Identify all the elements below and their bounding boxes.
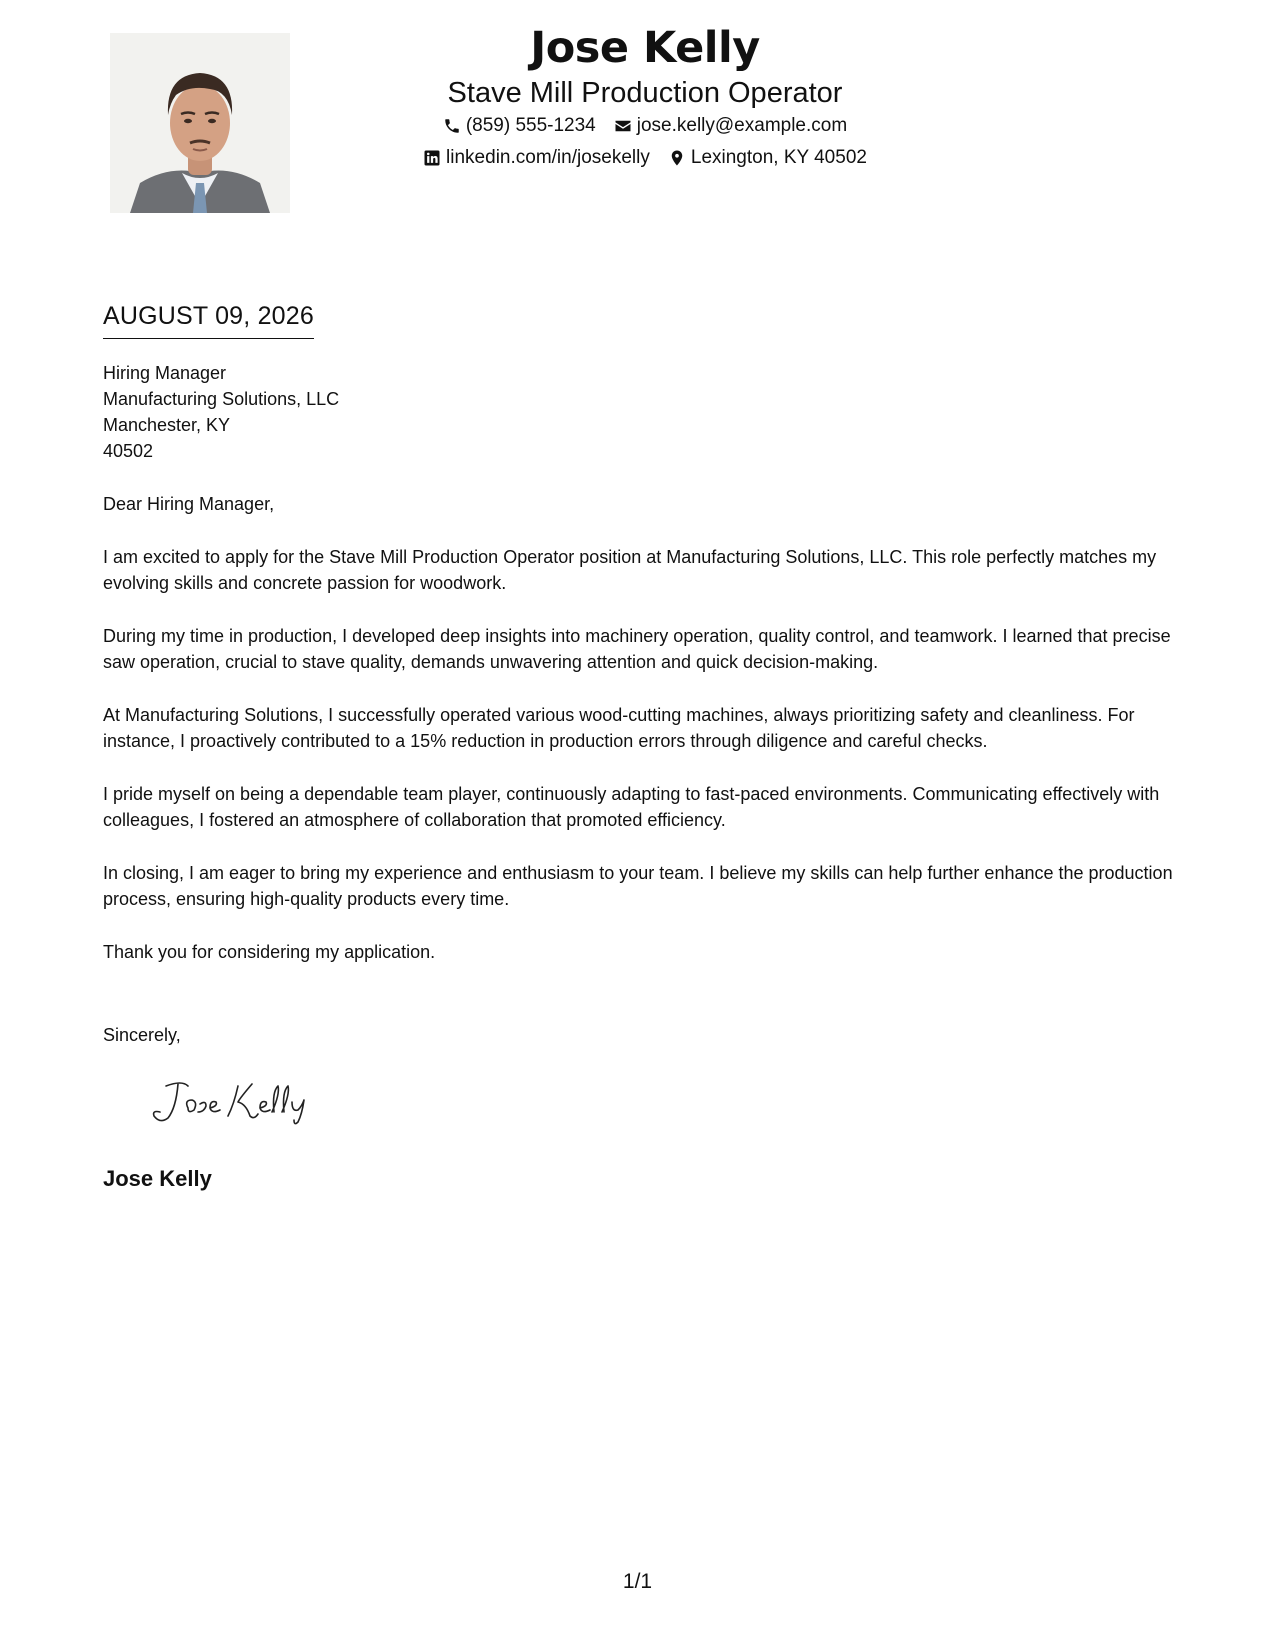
signature-image bbox=[148, 1078, 328, 1128]
paragraph: I am excited to apply for the Stave Mill Production Operator position at Manufacturing Solutions, LLC. This role perfectly matches my evolving skills and concrete passion for woodwork. bbox=[103, 547, 1157, 593]
page-number: 1/1 bbox=[622, 1570, 653, 1593]
contact-row bbox=[300, 142, 990, 174]
linkedin-text: linkedin.com/in/josekelly bbox=[446, 147, 650, 168]
envelope-icon bbox=[614, 117, 632, 135]
recipient-block bbox=[103, 360, 1183, 464]
letter-body bbox=[103, 360, 1183, 992]
linkedin-contact[interactable] bbox=[423, 142, 650, 174]
location-contact bbox=[668, 142, 867, 174]
recipient-line: 40502 bbox=[103, 441, 154, 461]
paragraph: I pride myself on being a dependable team player, continuously adapting to fast-paced environments. Communicating effectively with colleagues, I fostered an atmosphere of collaboration that promoted efficiency. bbox=[103, 784, 1160, 830]
signed-name: Jose Kelly bbox=[103, 1166, 212, 1191]
phone-text: (859) 555-1234 bbox=[465, 115, 596, 136]
recipient-line: Manufacturing Solutions, LLC bbox=[103, 389, 340, 409]
salutation: Dear Hiring Manager, bbox=[103, 494, 275, 514]
closing: Sincerely, bbox=[103, 1025, 181, 1045]
header bbox=[300, 20, 990, 174]
letter-date: AUGUST 09, 2026 bbox=[103, 298, 314, 339]
recipient-line: Hiring Manager bbox=[103, 363, 227, 383]
phone-icon bbox=[443, 117, 461, 135]
recipient-line: Manchester, KY bbox=[103, 415, 231, 435]
email-contact[interactable] bbox=[614, 110, 847, 142]
paragraph: Thank you for considering my application. bbox=[103, 942, 436, 962]
paragraph: In closing, I am eager to bring my experience and enthusiasm to your team. I believe my skills can help further enhance the production process, ensuring high-quality products every time. bbox=[103, 863, 1173, 909]
location-text: Lexington, KY 40502 bbox=[690, 147, 867, 168]
linkedin-icon bbox=[423, 149, 441, 167]
applicant-name: Jose Kelly bbox=[530, 23, 760, 73]
profile-photo bbox=[110, 33, 290, 213]
phone-contact[interactable] bbox=[443, 110, 596, 142]
job-title: Stave Mill Production Operator bbox=[447, 77, 843, 109]
paragraph: During my time in production, I developed deep insights into machinery operation, quality control, and teamwork. I learned that precise saw operation, crucial to stave quality, demands unwavering attention and quick decision-making. bbox=[103, 626, 1171, 672]
contact-row bbox=[300, 110, 990, 142]
map-pin-icon bbox=[668, 149, 686, 167]
email-text: jose.kelly@example.com bbox=[636, 115, 848, 136]
paragraph: At Manufacturing Solutions, I successfully operated various wood-cutting machines, always prioritizing safety and cleanliness. For instance, I proactively contributed to a 15% reduction in production errors through diligence and careful checks. bbox=[103, 705, 1135, 751]
